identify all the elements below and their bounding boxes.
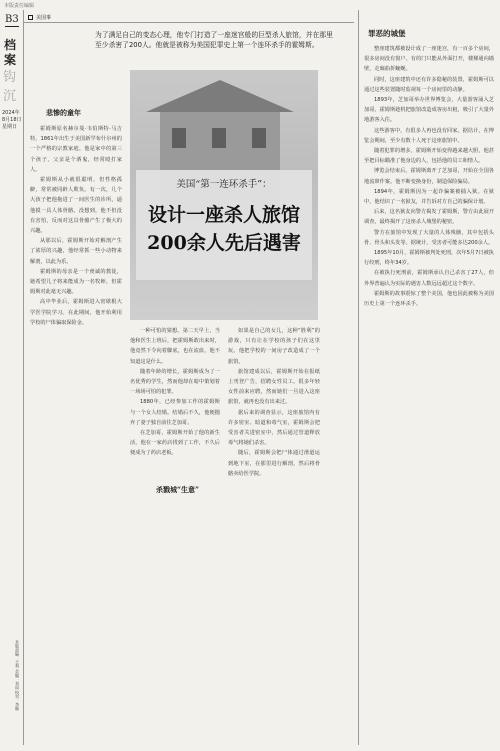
window-shape	[172, 128, 186, 148]
paragraph: 后来，这名狱友向警方揭发了霍姆斯，警方由此展开调查，最终揭开了这座杀人城堡的秘密。	[364, 209, 494, 226]
image-headline-overlay	[136, 170, 312, 280]
header-square-icon	[28, 15, 33, 20]
paragraph: 同时，这座建筑中还有许多隐秘的装置，霍姆斯可以通过这些装置随时监视每一个房间里的动静。	[364, 76, 494, 93]
column-header-label: 美国事	[36, 15, 52, 21]
right-column-text	[364, 44, 494, 744]
paragraph: 霍姆斯从小就很聪明，但性格孤僻，常常被同龄人欺负。有一次，几个大孩子把他拖进了一间医生的诊所，逼他摸一具人体骨骼。没想到，他不但没有害怕，反而对这具骨骼产生了极大的兴趣。	[30, 177, 122, 235]
paragraph: 整座建筑都被设计成了一座迷宫，有一百多个房间，很多房间没有窗户，有的门只能从外面打开，楼梯通向墙壁，走廊曲折蜿蜒。	[364, 46, 494, 73]
paragraph: 在芝加哥，霍姆斯开始了他的新生活，他在一家药店找到了工作，不久后便成为了药店老板。	[130, 430, 220, 457]
issue-year: 2024年	[2, 110, 20, 116]
issue-date	[2, 110, 22, 131]
headline-kicker: 美国“第一连环杀手”：	[176, 179, 272, 190]
middle-subtitle: 杀戮城“生意”	[156, 485, 200, 494]
paragraph: 旅馆建成以后，霍姆斯开始在报纸上刊登广告，招聘女性员工。很多年轻女性前来应聘，然而她们一旦进入这座旅馆，就再也没有出来过。	[228, 368, 320, 406]
article-image	[130, 70, 318, 320]
middle-column-2-text	[228, 326, 320, 740]
paragraph: 高中毕业后，霍姆斯进入密歇根大学医学院学习。在此期间，他开始利用学校的尸体骗取保险金。	[30, 299, 122, 326]
page-header-note: 本版责任编辑	[4, 3, 35, 9]
paragraph: 随后，霍姆斯会把尸体通过滑道运到地下室，在那里进行解剖，然后将骨骼卖给医学院。	[228, 450, 320, 477]
paragraph: 霍姆斯原名赫尔曼·韦伯斯特·马吉特，1861年出生于美国新罕布什尔州的一个严格的宗教家庭。他是家中的第三个孩子，父亲是个酒鬼，经常殴打家人。	[30, 126, 122, 173]
paragraph: 据后来的调查显示，这座旅馆内有许多密室、暗道和毒气室，霍姆斯会把受害者关进密室中，然后通过管道释放毒气将她们杀害。	[228, 409, 320, 447]
paragraph: 在被执行死刑前，霍姆斯承认自己杀害了27人，但外界普遍认为实际的遇害人数远远超过这个数字。	[364, 270, 494, 287]
article-lead: 为了满足自己的变态心理，他专门打造了一座迷宫般的巨型杀人旅馆，并在那里至少杀害了200人。他就是被称为美国犯罪史上第一个连环杀手的霍姆斯。	[95, 31, 333, 49]
headline-line-1: 设计一座杀人旅馆	[147, 204, 300, 226]
paragraph: 警方在旅馆中发现了大量的人体残骸，其中包括头骨、骨头和头发等。据统计，受害者可能多达200余人。	[364, 229, 494, 246]
paragraph: 如果是自己的女儿，这种“胜利”的游戏，只有让在学校的孩子们在这里玩。他把学校的一间房子改造成了一个旅馆。	[228, 328, 320, 365]
right-subtitle: 罪恶的城堡	[368, 29, 406, 38]
paragraph: 博览会结束后，霍姆斯离开了芝加哥，开始在全国各地流窜作案。他不断变换身份，制造保险骗局。	[364, 168, 494, 185]
window-shape	[252, 128, 266, 148]
section-divider	[23, 10, 24, 745]
issue-day: 8月18日	[2, 117, 22, 123]
window-shape	[212, 128, 226, 148]
paragraph: 这些游客中，有很多人再也没有回家。据估计，在博览会期间，至少有数十人死于这座旅馆中。	[364, 127, 494, 144]
paragraph: 从那以后，霍姆斯开始对解剖产生了浓厚的兴趣，他经常抓一些小动物来解剖，以此为乐。	[30, 238, 122, 265]
paragraph: 霍姆斯的故事震惊了整个美国，他也因此被称为美国历史上第一个连环杀手。	[364, 290, 494, 308]
paragraph: 1895年10月，霍姆斯被判处死刑，次年5月7日被执行绞刑，终年34岁。	[364, 250, 494, 267]
column-divider-right	[358, 10, 359, 745]
section-sidebar	[0, 10, 22, 190]
left-subtitle: 悲惨的童年	[46, 108, 81, 117]
headline-line-2: 200余人先后遇害	[147, 232, 301, 254]
left-column-text	[30, 124, 122, 740]
paragraph: 1894年，霍姆斯因为一起诈骗案被捕入狱。在狱中，他结识了一名狱友，并告诉对方自己的骗保计划。	[364, 188, 494, 206]
paragraph: 一种可怕的猜想。第二天早上，当他和医生上班后，把霍姆斯敢出来时，他竟然下令向着脚底，也在流血，他不知道这是什么。	[130, 328, 220, 365]
paragraph: 随着犯罪的增多，霍姆斯开始变得越来越大胆，他甚至把目标瞄准了他身边的人，包括他的员工和情人。	[364, 148, 494, 165]
paragraph: 随着年龄的增长，霍姆斯成为了一名优秀的学生，然而他却在暗中策划着一场场可怕的犯罪。	[130, 368, 220, 396]
issue-weekday: 星期日	[2, 124, 18, 130]
paragraph: 霍姆斯的母亲是一个虔诚的教徒，她希望儿子将来能成为一名牧师，但霍姆斯对此毫无兴趣。	[30, 268, 122, 296]
column-header	[28, 14, 51, 21]
editor-credits: 本版责编：王利 美编：刘雨 校对：李颖	[15, 640, 20, 711]
paragraph: 1880年，已经参加工作的霍姆斯与一个女人结婚。结婚后不久，他便抛弃了妻子独自前往芝加哥。	[130, 399, 220, 426]
section-name: 档案	[4, 38, 17, 67]
section-code: B3	[5, 14, 19, 25]
middle-column-1-text	[130, 326, 220, 740]
paragraph: 1893年，芝加哥举办世界博览会，大量游客涌入芝加哥，霍姆斯趁机把旅馆改造成客房出租，吸引了大量外地游客入住。	[364, 97, 494, 124]
header-rule	[24, 22, 354, 23]
section-name-secondary: 钩沉	[3, 70, 17, 104]
